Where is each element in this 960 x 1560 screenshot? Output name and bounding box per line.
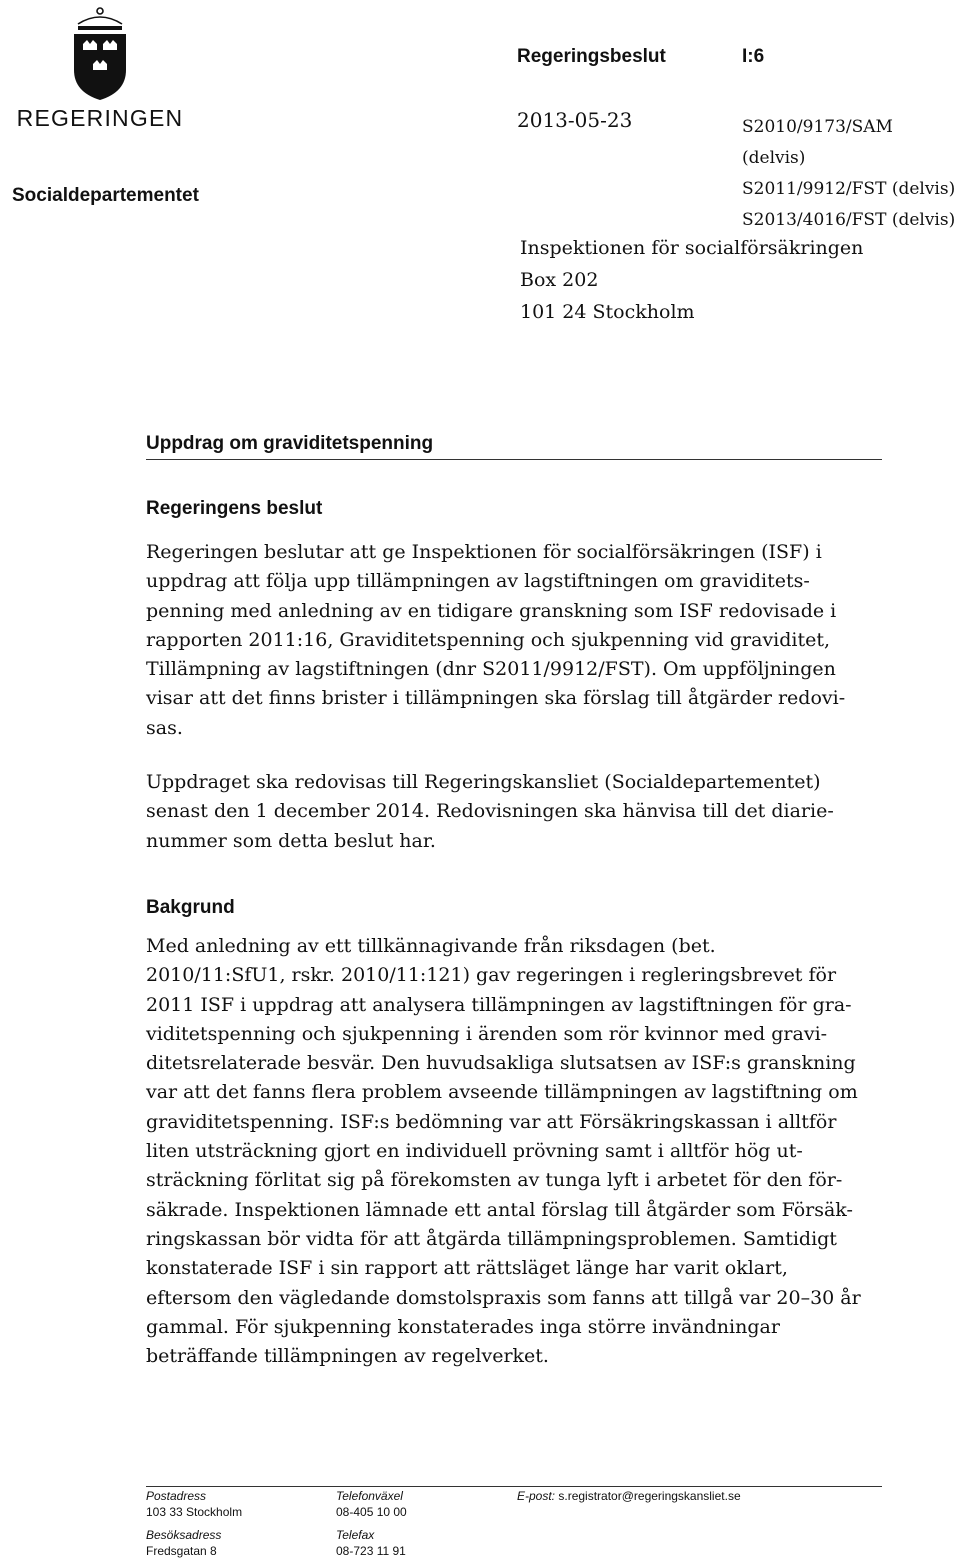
title-divider [146,459,882,460]
document-date: 2013-05-23 [517,108,633,132]
text-line: uppdrag att följa upp tillämpningen av lagstiftningen om graviditets- [146,570,810,593]
footer-label: E-post: [517,1489,556,1503]
diary-number: S2011/9912/FST (delvis) [742,179,956,199]
section-heading-decision: Regeringens beslut [146,498,323,519]
footer-visiting-address [146,1527,221,1559]
footer-divider [146,1486,882,1487]
text-line: gammal. För sjukpenning konstaterades inga större invändningar [146,1315,780,1338]
paragraph-decision [146,538,886,743]
government-logo [12,4,188,132]
diary-number: S2010/9173/SAM (delvis) [742,117,893,168]
recipient-address [520,232,863,328]
text-line: penning med anledning av en tidigare granskning som ISF redovisade i [146,599,837,622]
text-line: sas. [146,716,183,739]
recipient-line: Inspektionen för socialförsäkringen [520,237,864,259]
diary-numbers [742,112,960,236]
text-line: ringskassan bör vidta för att åtgärda tillämpningsproblemen. Samtidigt [146,1227,837,1250]
footer-label: Postadress [146,1489,207,1503]
section-heading-background: Bakgrund [146,897,235,918]
text-line: var att det fanns flera problem avseende tillämpningen av lagstiftning om [146,1081,858,1104]
text-line: Med anledning av ett tillkännagivande från riksdagen (bet. [146,935,716,957]
text-line: 2011 ISF i uppdrag att analysera tillämpningen av lagstiftningen för gra- [146,993,852,1016]
footer-email [517,1488,741,1504]
text-line: viditetspenning och sjukpenning i ärenden som rör kvinnor med gravi- [146,1022,828,1045]
text-line: 2010/11:SfU1, rskr. 2010/11:121) gav regeringen i regleringsbrevet för [146,964,837,987]
text-line: ditetsrelaterade besvär. Den huvudsakliga slutsatsen av ISF:s granskning [146,1052,856,1075]
email-link[interactable]: s.registrator@regeringskansliet.se [558,1489,741,1503]
text-line: eftersom den vägledande domstolspraxis som fanns att tillgå var 20–30 år [146,1286,861,1309]
text-line: nummer som detta beslut har. [146,829,436,852]
text-line: beträffande tillämpningen av regelverket. [146,1345,549,1368]
text-line: Tillämpning av lagstiftningen (dnr S2011/9912/FST). Om uppföljningen [146,658,836,681]
paragraph-reporting [146,768,886,856]
document-number: I:6 [742,46,765,67]
footer-value: 08-723 11 91 [336,1544,406,1558]
footer-fax [336,1527,406,1559]
footer-label: Besöksadress [146,1528,222,1542]
footer-postal-address [146,1488,242,1520]
recipient-line: 101 24 Stockholm [520,301,695,323]
footer-value: Fredsgatan 8 [146,1544,217,1558]
text-line: säkrade. Inspektionen lämnade ett antal förslag till åtgärder som Försäk- [146,1198,853,1221]
recipient-line: Box 202 [520,269,599,291]
diary-number: S2013/4016/FST (delvis) [742,210,956,230]
footer-label: Telefonväxel [336,1489,403,1503]
coat-of-arms-icon [12,4,188,132]
text-line: senast den 1 december 2014. Redovisningen ska hänvisa till det diarie- [146,800,834,823]
paragraph-background [146,932,886,1371]
text-line: konstaterade ISF i sin rapport att rättsläget länge har varit oklart, [146,1257,788,1280]
text-line: visar att det finns brister i tillämpningen ska förslag till åtgärder redovi- [146,687,846,710]
department-name: Socialdepartementet [12,185,199,206]
footer-value: 103 33 Stockholm [146,1505,243,1519]
document-type: Regeringsbeslut [517,46,666,67]
text-line: liten utsträckning gjort en individuell prövning samt i alltför hög ut- [146,1140,803,1163]
text-line: Uppdraget ska redovisas till Regeringskansliet (Socialdepartementet) [146,771,821,793]
text-line: Regeringen beslutar att ge Inspektionen för socialförsäkringen (ISF) i [146,541,822,563]
footer-value: 08-405 10 00 [336,1505,407,1519]
footer-phone [336,1488,407,1520]
svg-text:REGERINGEN: REGERINGEN [16,105,184,131]
document-title: Uppdrag om graviditetspenning [146,433,434,454]
text-line: rapporten 2011:16, Graviditetspenning och sjukpenning vid graviditet, [146,628,831,651]
text-line: graviditetspenning. ISF:s bedömning var att Försäkringskassan i alltför [146,1110,837,1133]
footer-label: Telefax [336,1528,375,1542]
text-line: sträckning förlitat sig på förekomsten av tunga lyft i arbetet för den för- [146,1169,843,1192]
